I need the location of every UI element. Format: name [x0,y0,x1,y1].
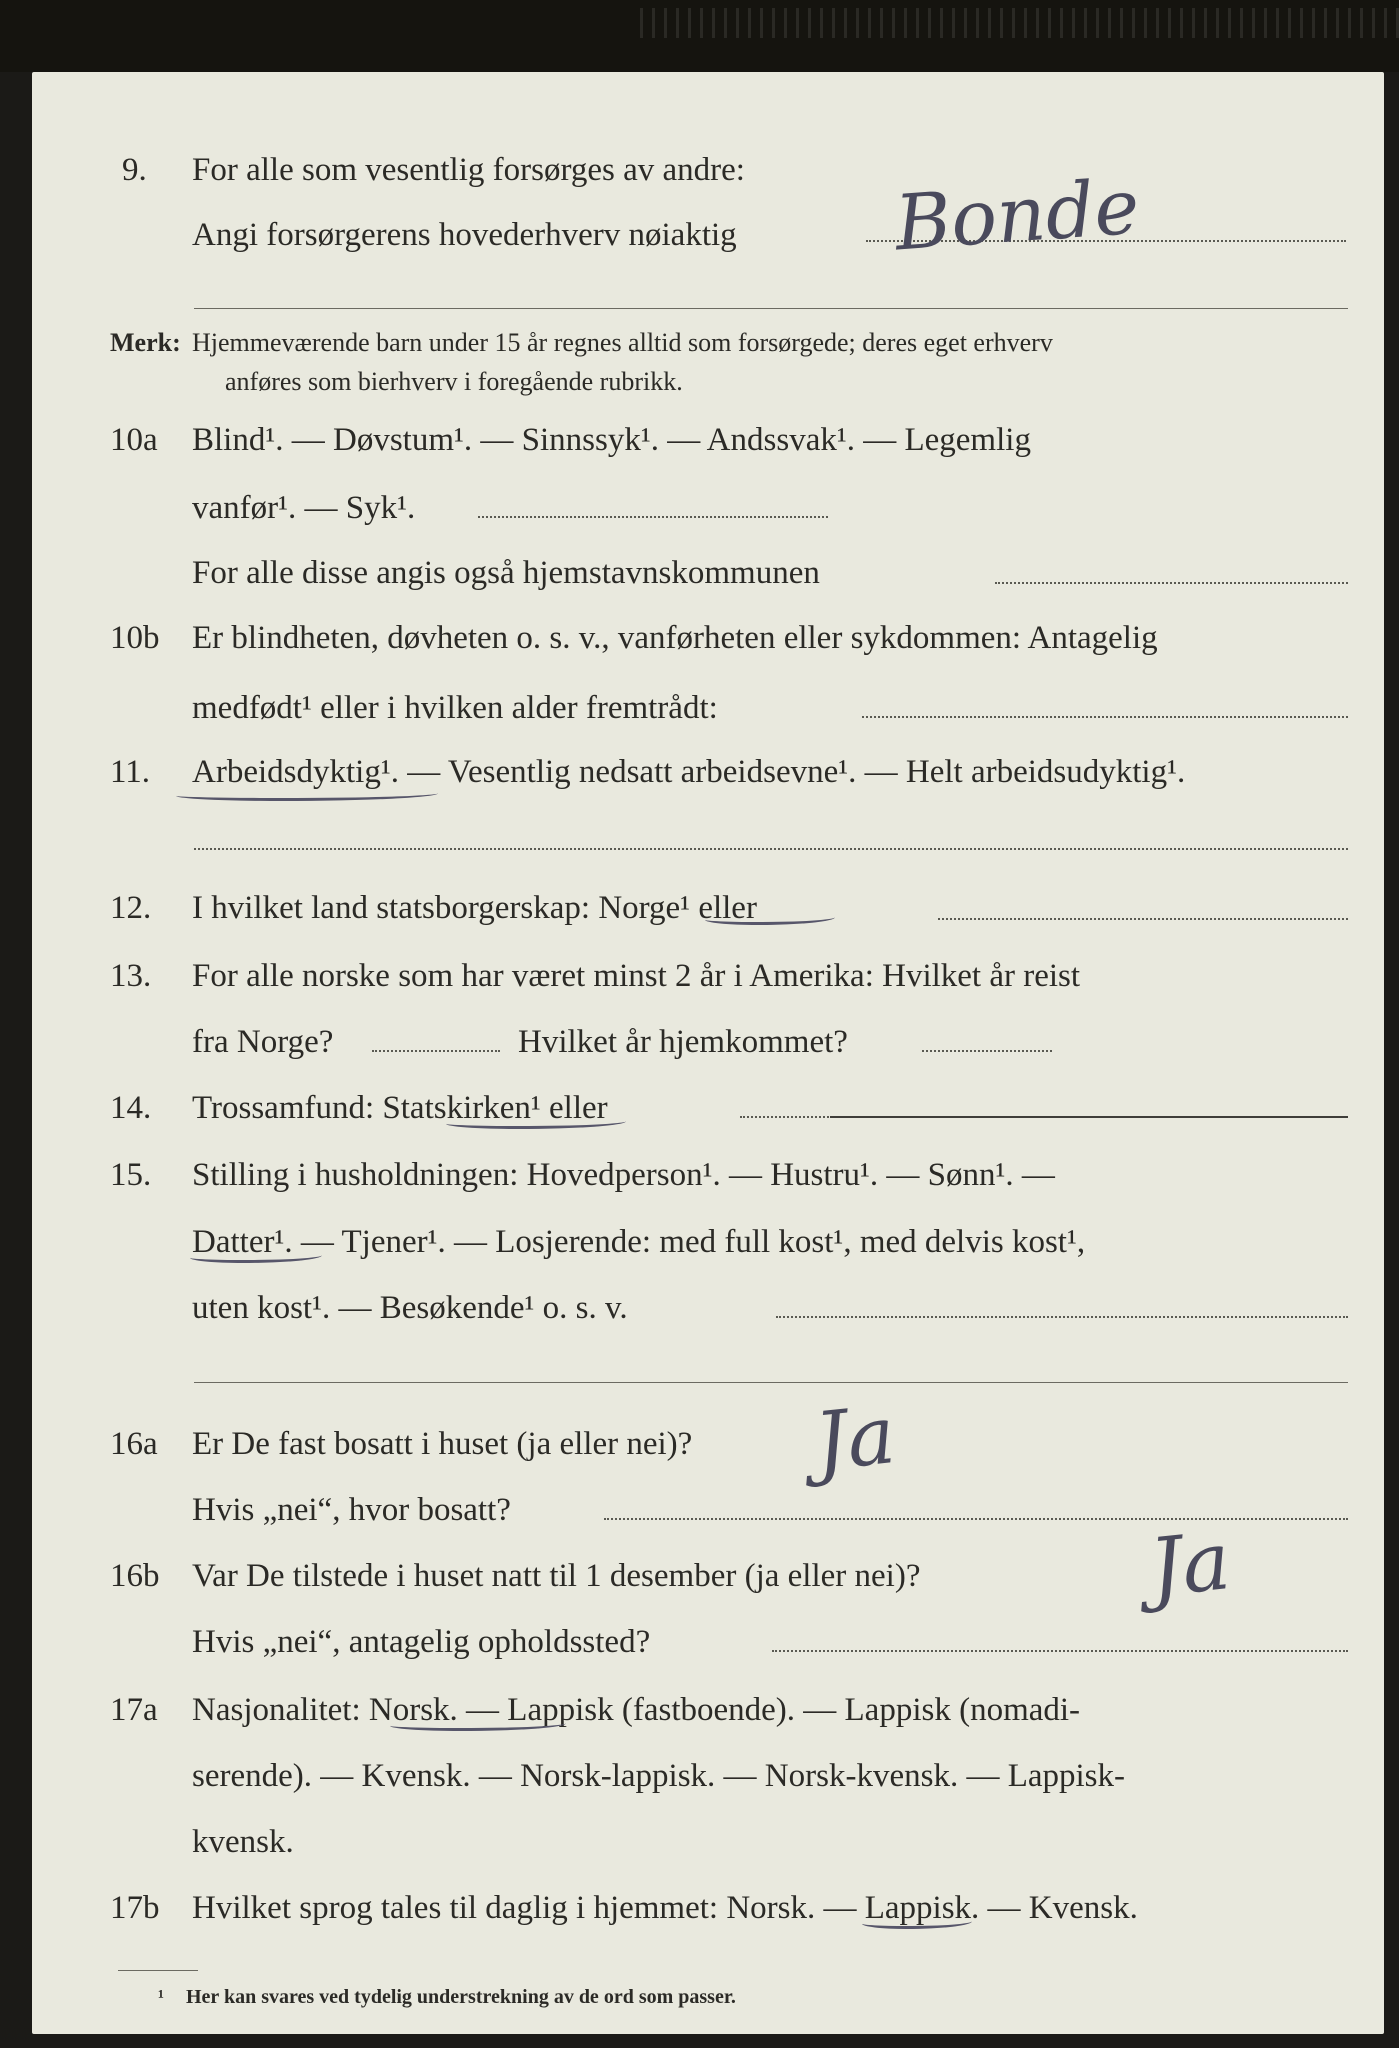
q13-line2a: fra Norge? [192,1024,334,1060]
q14-line1: Trossamfund: Statskirken¹ eller [192,1090,608,1126]
q9-line2: Angi forsørgerens hovederhverv nøiaktig [192,217,737,253]
q14-fill-dots [740,1116,840,1118]
merk-label: Merk: [110,328,181,357]
q10a-line2-fill [478,516,828,518]
q13-line2b: Hvilket år hjemkommet? [518,1024,848,1060]
q13-number: 13. [110,958,152,994]
q15-line1: Stilling i husholdningen: Hovedperson¹. — Hustru¹. — Sønn¹. — [192,1157,1055,1193]
q10b-number: 10b [110,620,160,656]
q9-handwritten-answer[interactable]: Bonde [892,161,1142,268]
q16a-line2-fill [604,1518,1348,1520]
q17b-line1: Hvilket sprog tales til daglig i hjemmet: Norsk. — Lappisk. — Kvensk. [192,1890,1138,1926]
q15-line3: uten kost¹. — Besøkende¹ o. s. v. [192,1290,628,1326]
q16a-number: 16a [110,1426,158,1462]
q17b-number: 17b [110,1890,160,1926]
q10a-line3-fill [995,582,1348,584]
q9-line1: For alle som vesentlig forsørges av andre: [192,152,745,188]
q10a-line1: Blind¹. — Døvstum¹. — Sinnssyk¹. — Andssvak¹. — Legemlig [192,422,1031,458]
q13-reist-fill [372,1050,500,1052]
q16b-line2-fill [772,1650,1348,1652]
q17a-line1: Nasjonalitet: Norsk. — Lappisk (fastboende). — Lappisk (nomadi- [192,1692,1081,1728]
footnote-text: Her kan svares ved tydelig understrekning av de ord som passer. [186,1986,736,2008]
q12-number: 12. [110,890,152,926]
q11-line1: Arbeidsdyktig¹. — Vesentlig nedsatt arbeidsevne¹. — Helt arbeidsudyktig¹. [192,754,1186,790]
q16a-handwritten-answer[interactable]: Ja [810,1388,900,1489]
q15-line2: Datter¹. — Tjener¹. — Losjerende: med full kost¹, med delvis kost¹, [192,1224,1086,1260]
q15-number: 15. [110,1157,152,1193]
merk-line2: anføres som bierhverv i foregående rubrikk. [225,367,683,396]
q16a-line2: Hvis „nei“, hvor bosatt? [192,1492,511,1528]
q10a-line3: For alle disse angis også hjemstavnskommunen [192,555,820,591]
q13-line1: For alle norske som har været minst 2 år i Amerika: Hvilket år reist [192,958,1081,994]
q9-extra-line [194,308,1348,309]
merk-line1: Hjemmeværende barn under 15 år regnes alltid som forsørgede; deres eget erhverv [192,328,1053,357]
q13-hjemkommet-fill [922,1050,1052,1052]
q14-number: 14. [110,1090,152,1126]
q15-extra-line [194,1382,1348,1383]
q10b-line1: Er blindheten, døvheten o. s. v., vanførheten eller sykdommen: Antagelig [192,620,1158,656]
q16b-handwritten-answer[interactable]: Ja [1145,1514,1235,1615]
q11-number: 11. [110,754,151,790]
q14-fill-line [830,1116,1348,1118]
q17a-number: 17a [110,1692,158,1728]
q9-number: 9. [122,152,147,188]
footnote-rule [118,1970,198,1971]
scan-border-strip [640,8,1399,38]
q10a-line2: vanfør¹. — Syk¹. [192,490,416,526]
q16b-line1: Var De tilstede i huset natt til 1 desember (ja eller nei)? [192,1558,921,1594]
q17a-line2: serende). — Kvensk. — Norsk-lappisk. — Norsk-kvensk. — Lappisk- [192,1758,1126,1794]
q15-line3-fill [776,1316,1348,1318]
footnote-mark: ¹ [158,1986,164,2008]
q16a-line1: Er De fast bosatt i huset (ja eller nei)? [192,1426,693,1462]
q16b-line2: Hvis „nei“, antagelig opholdssted? [192,1624,651,1660]
q10b-line2-fill [862,716,1348,718]
q12-fill [938,918,1348,920]
q11-extra-line [194,848,1348,850]
q10a-number: 10a [110,422,158,458]
q16b-number: 16b [110,1558,160,1594]
q12-line1: I hvilket land statsborgerskap: Norge¹ eller [192,890,757,926]
q10b-line2: medfødt¹ eller i hvilken alder fremtrådt: [192,690,718,726]
q17a-line3: kvensk. [192,1824,294,1860]
